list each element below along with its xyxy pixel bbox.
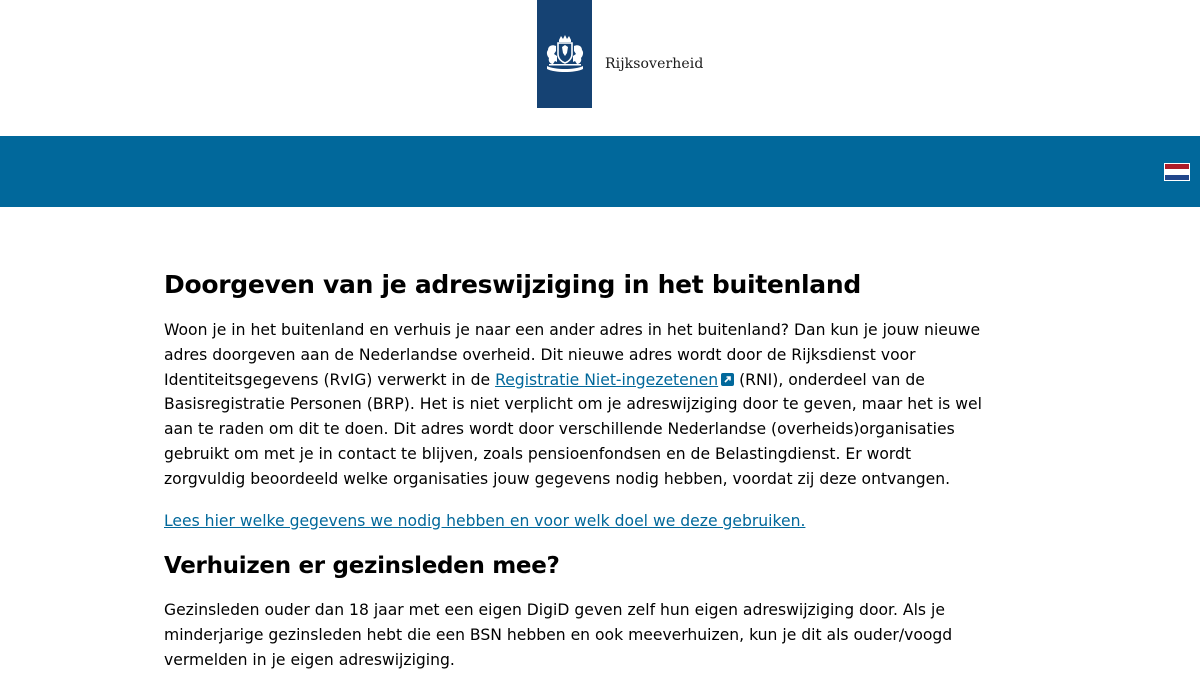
rijksoverheid-logo[interactable] — [537, 0, 592, 108]
rni-link[interactable] — [495, 371, 718, 389]
privacy-paragraph — [164, 509, 984, 534]
dutch-flag-icon[interactable] — [1164, 163, 1190, 181]
page-title: Doorgeven van je adreswijziging in het buitenland — [164, 270, 861, 299]
site-name[interactable]: Rijksoverheid — [605, 56, 704, 72]
rni-link-label: Registratie Niet-ingezetenen — [495, 370, 719, 389]
privacy-link[interactable]: Lees hier welke gegevens we nodig hebben en voor welk doel we deze gebruiken. — [164, 511, 806, 530]
intro-text-before: Woon je in het buitenland en verhuis je naar een ander adres in het buitenland? Dan kun je jouw nieuwe adres doorgeven aan de Nederlandse overheid. Dit nieuwe adres wordt door de Rijksdienst voor Identiteitsgegevens (RvIG) verwerkt in de — [164, 321, 981, 389]
coat-of-arms-icon — [543, 34, 587, 74]
external-link-icon[interactable] — [721, 373, 734, 386]
site-header — [0, 0, 1200, 136]
section-title: Verhuizen er gezinsleden mee? — [164, 553, 560, 580]
flag-stripe-blue — [1165, 175, 1189, 180]
intro-paragraph — [164, 318, 984, 492]
section-paragraph: Gezinsleden ouder dan 18 jaar met een eigen DigiD geven zelf hun eigen adreswijziging door. Als je minderjarige gezinsleden hebt die een BSN hebben en ook meeverhuizen, kun je dit als ouder/voogd vermelden in je eigen adreswijziging. — [164, 601, 953, 669]
main-content — [164, 268, 984, 690]
navigation-band — [0, 136, 1200, 207]
intro-text-after: (RNI), onderdeel van de Basisregistratie Personen (BRP). Het is niet verplicht om je adreswijziging door te geven, maar het is wel aan te raden om dit te doen. Dit adres wordt door verschillende Nederlandse (overheids)organisaties gebruikt om met je in contact te blijven, zoals pensioenfondsen en de Belastingdienst. Er wordt zorgvuldig beoordeeld welke organisaties jouw gegevens nodig hebben, voordat zij deze ontvangen. — [164, 370, 982, 488]
